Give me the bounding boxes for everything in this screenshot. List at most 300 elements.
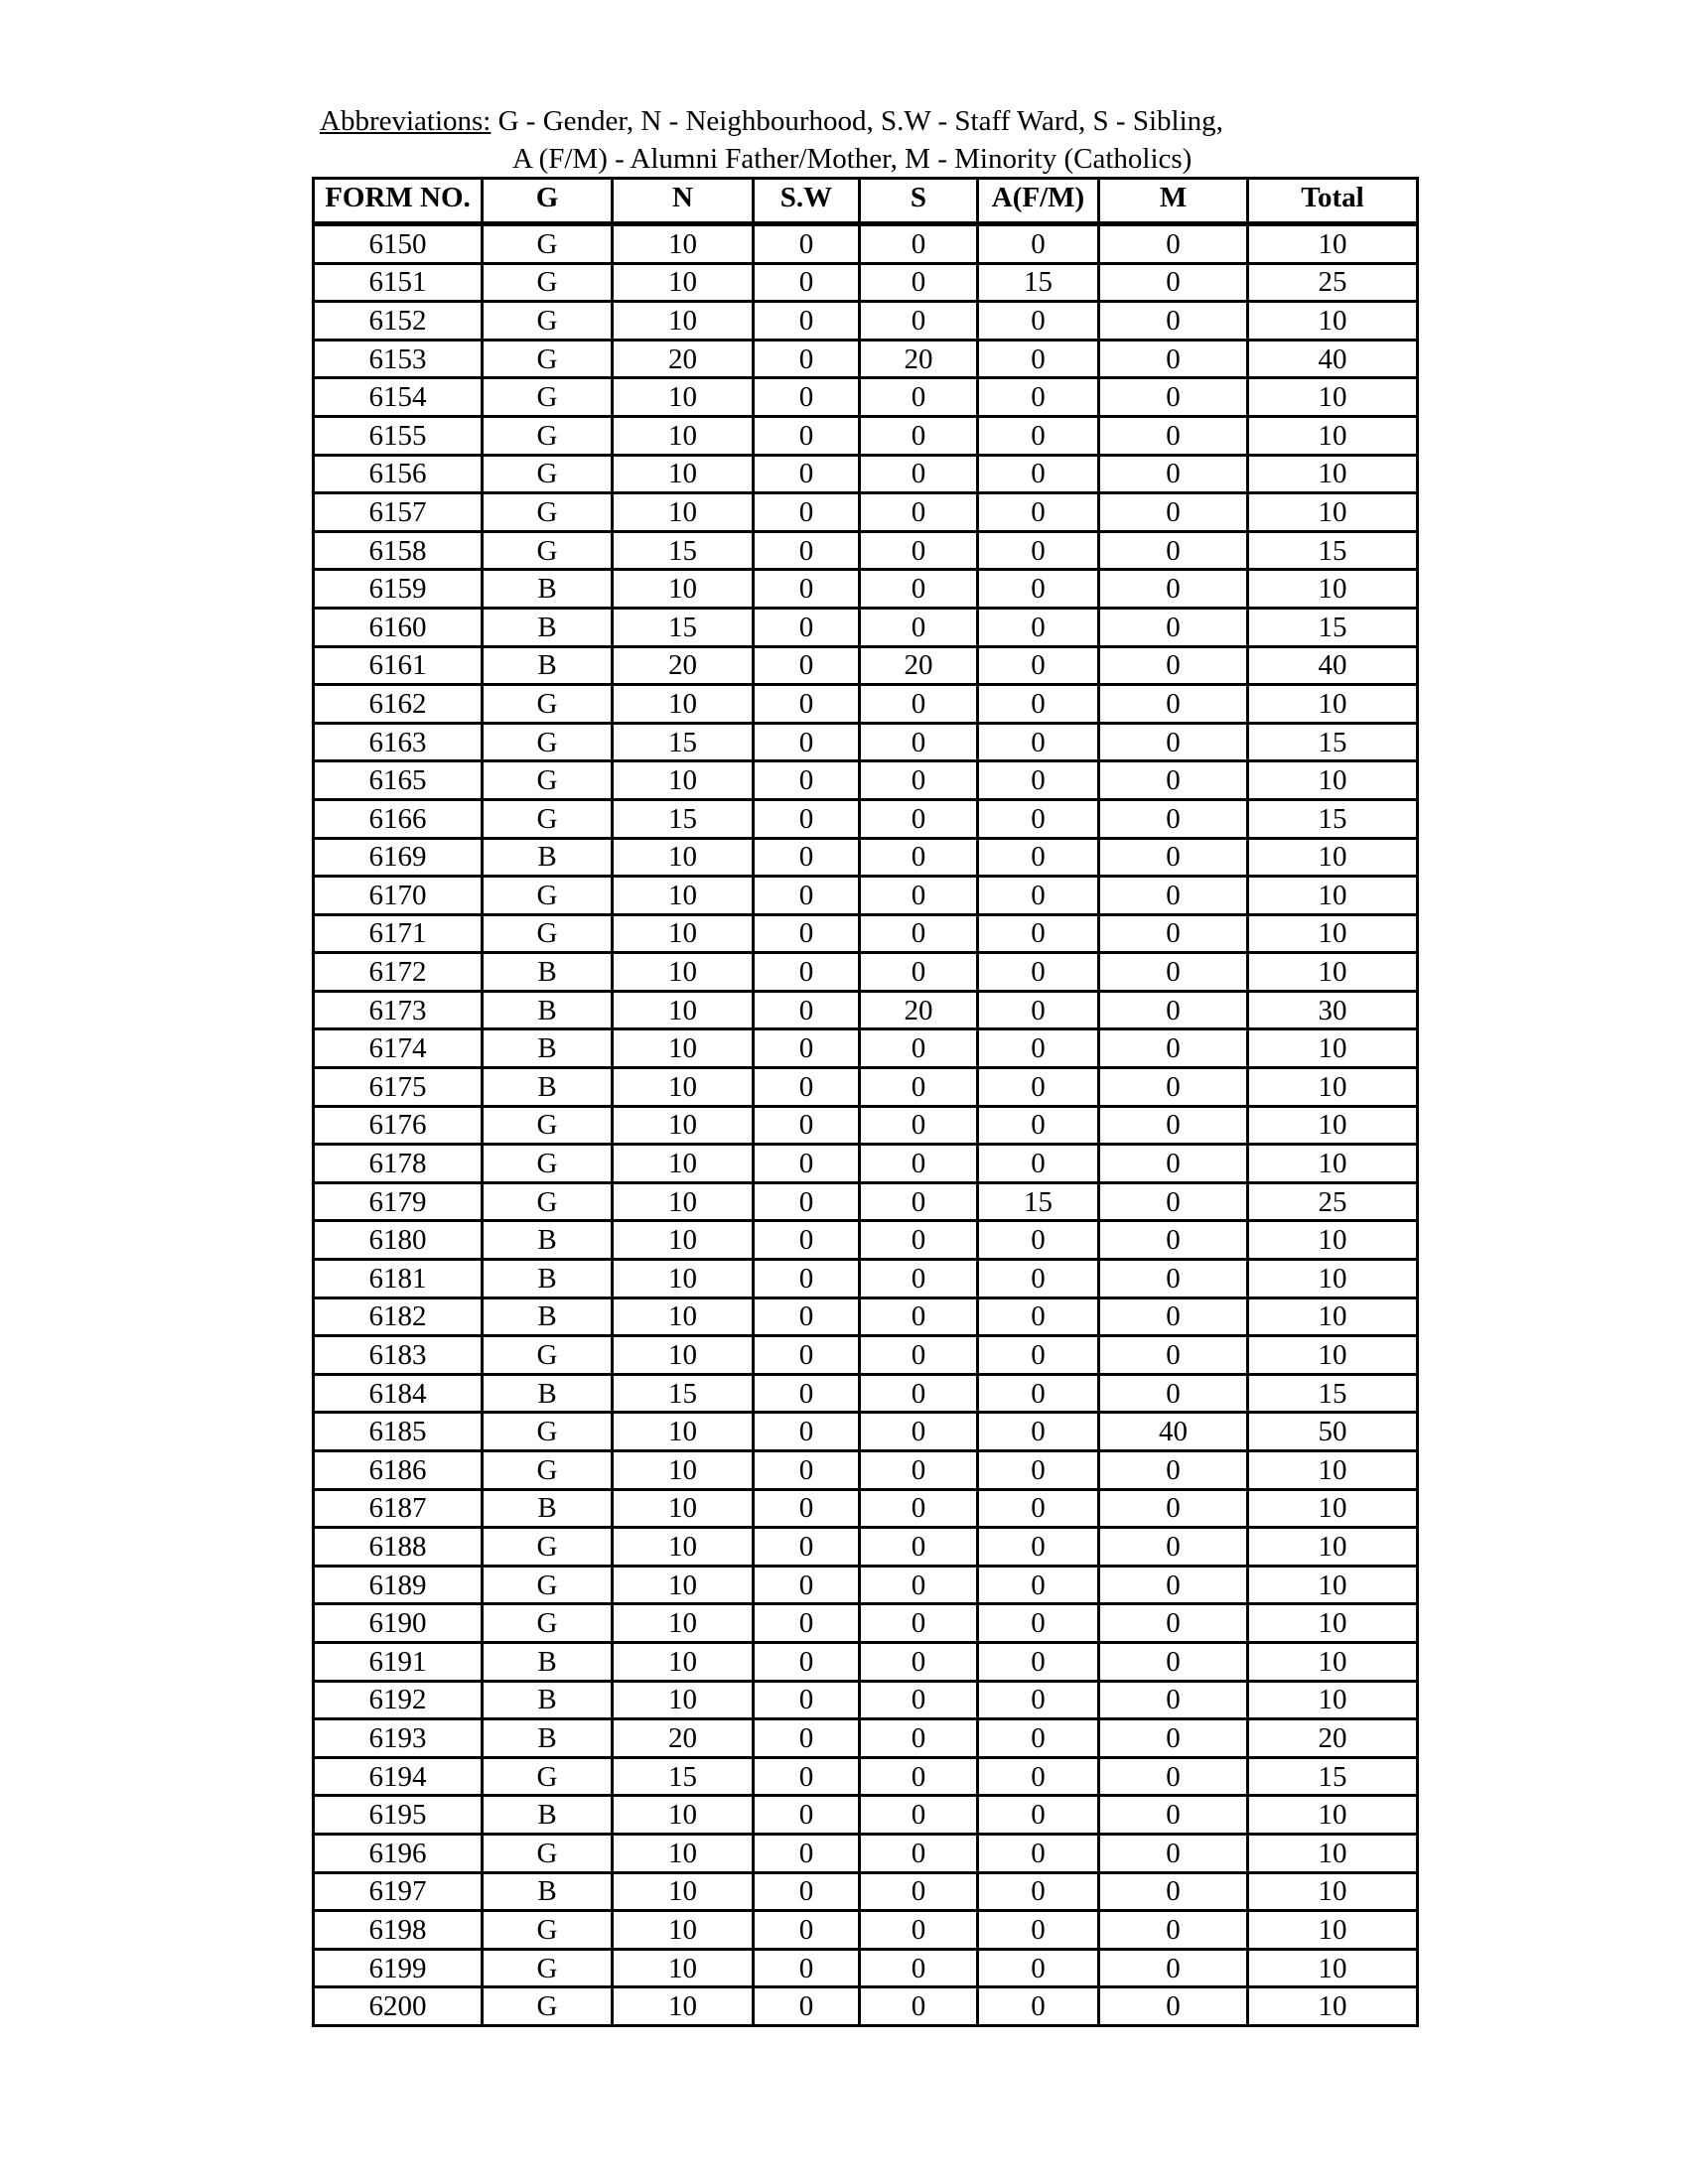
form-no-cell: 6197 [314, 1872, 483, 1911]
table-row [314, 761, 1418, 800]
abbreviations-text-1: G - Gender, N - Neighbourhood, S.W - Staff Ward, S - Sibling, [491, 105, 1223, 137]
sibling-cell: 0 [860, 608, 978, 646]
table-row [314, 1145, 1418, 1183]
sibling-cell: 0 [860, 1987, 978, 2026]
total-cell: 25 [1248, 263, 1418, 302]
table-row [314, 1413, 1418, 1451]
alumni-cell: 0 [978, 302, 1099, 341]
staff-ward-cell: 0 [754, 1489, 860, 1528]
alumni-cell: 0 [978, 914, 1099, 953]
sibling-cell: 0 [860, 378, 978, 417]
sibling-cell: 0 [860, 877, 978, 915]
header-total: Total [1248, 179, 1418, 224]
gender-cell: G [483, 1911, 613, 1950]
staff-ward-cell: 0 [754, 1681, 860, 1719]
staff-ward-cell: 0 [754, 914, 860, 953]
sibling-cell: 0 [860, 224, 978, 264]
minority-cell: 0 [1099, 302, 1248, 341]
neighbourhood-cell: 10 [613, 1642, 754, 1681]
form-no-cell: 6188 [314, 1528, 483, 1567]
alumni-cell: 0 [978, 1796, 1099, 1835]
alumni-cell: 0 [978, 1221, 1099, 1260]
gender-cell: G [483, 493, 613, 532]
minority-cell: 0 [1099, 1336, 1248, 1375]
sibling-cell: 0 [860, 1949, 978, 1987]
neighbourhood-cell: 10 [613, 1029, 754, 1068]
neighbourhood-cell: 10 [613, 224, 754, 264]
form-no-cell: 6195 [314, 1796, 483, 1835]
total-cell: 15 [1248, 799, 1418, 838]
staff-ward-cell: 0 [754, 1949, 860, 1987]
sibling-cell: 0 [860, 1681, 978, 1719]
neighbourhood-cell: 10 [613, 416, 754, 455]
total-cell: 10 [1248, 1489, 1418, 1528]
alumni-cell: 0 [978, 493, 1099, 532]
alumni-cell: 0 [978, 1489, 1099, 1528]
form-no-cell: 6165 [314, 761, 483, 800]
form-no-cell: 6153 [314, 340, 483, 378]
minority-cell: 0 [1099, 1489, 1248, 1528]
sibling-cell: 0 [860, 1451, 978, 1490]
neighbourhood-cell: 10 [613, 761, 754, 800]
minority-cell: 0 [1099, 1106, 1248, 1145]
minority-cell: 0 [1099, 1604, 1248, 1643]
neighbourhood-cell: 10 [613, 570, 754, 609]
table-row [314, 1182, 1418, 1221]
total-cell: 10 [1248, 953, 1418, 992]
staff-ward-cell: 0 [754, 1604, 860, 1643]
gender-cell: G [483, 1987, 613, 2026]
minority-cell: 0 [1099, 1911, 1248, 1950]
neighbourhood-cell: 10 [613, 1987, 754, 2026]
total-cell: 10 [1248, 838, 1418, 877]
staff-ward-cell: 0 [754, 838, 860, 877]
sibling-cell: 0 [860, 1260, 978, 1298]
table-row [314, 224, 1418, 264]
staff-ward-cell: 0 [754, 608, 860, 646]
alumni-cell: 0 [978, 1681, 1099, 1719]
form-no-cell: 6163 [314, 723, 483, 761]
total-cell: 25 [1248, 1182, 1418, 1221]
total-cell: 10 [1248, 761, 1418, 800]
total-cell: 10 [1248, 685, 1418, 724]
neighbourhood-cell: 15 [613, 1374, 754, 1413]
form-no-cell: 6172 [314, 953, 483, 992]
sibling-cell: 0 [860, 1145, 978, 1183]
form-no-cell: 6161 [314, 646, 483, 685]
alumni-cell: 0 [978, 570, 1099, 609]
form-no-cell: 6200 [314, 1987, 483, 2026]
gender-cell: B [483, 991, 613, 1029]
staff-ward-cell: 0 [754, 224, 860, 264]
staff-ward-cell: 0 [754, 263, 860, 302]
header-staff-ward: S.W [754, 179, 860, 224]
alumni-cell: 0 [978, 761, 1099, 800]
total-cell: 10 [1248, 378, 1418, 417]
alumni-cell: 0 [978, 1949, 1099, 1987]
alumni-cell: 0 [978, 1029, 1099, 1068]
header-gender: G [483, 179, 613, 224]
minority-cell: 0 [1099, 1834, 1248, 1872]
neighbourhood-cell: 10 [613, 1106, 754, 1145]
gender-cell: G [483, 1336, 613, 1375]
form-no-cell: 6154 [314, 378, 483, 417]
total-cell: 10 [1248, 1911, 1418, 1950]
gender-cell: G [483, 531, 613, 570]
table-row [314, 1566, 1418, 1604]
total-cell: 10 [1248, 224, 1418, 264]
gender-cell: B [483, 1068, 613, 1107]
staff-ward-cell: 0 [754, 1029, 860, 1068]
alumni-cell: 0 [978, 1068, 1099, 1107]
total-cell: 10 [1248, 1987, 1418, 2026]
staff-ward-cell: 0 [754, 1834, 860, 1872]
total-cell: 50 [1248, 1413, 1418, 1451]
neighbourhood-cell: 10 [613, 1260, 754, 1298]
sibling-cell: 0 [860, 1374, 978, 1413]
total-cell: 10 [1248, 1681, 1418, 1719]
form-no-cell: 6191 [314, 1642, 483, 1681]
alumni-cell: 0 [978, 1757, 1099, 1796]
total-cell: 10 [1248, 416, 1418, 455]
sibling-cell: 20 [860, 646, 978, 685]
neighbourhood-cell: 20 [613, 646, 754, 685]
neighbourhood-cell: 15 [613, 531, 754, 570]
minority-cell: 0 [1099, 455, 1248, 493]
staff-ward-cell: 0 [754, 1757, 860, 1796]
total-cell: 10 [1248, 1949, 1418, 1987]
alumni-cell: 0 [978, 646, 1099, 685]
minority-cell: 0 [1099, 416, 1248, 455]
form-no-cell: 6173 [314, 991, 483, 1029]
table-row [314, 1834, 1418, 1872]
alumni-cell: 0 [978, 1987, 1099, 2026]
form-no-cell: 6186 [314, 1451, 483, 1490]
staff-ward-cell: 0 [754, 953, 860, 992]
table-row [314, 416, 1418, 455]
alumni-cell: 0 [978, 1566, 1099, 1604]
alumni-cell: 0 [978, 953, 1099, 992]
minority-cell: 0 [1099, 761, 1248, 800]
table-row [314, 723, 1418, 761]
gender-cell: G [483, 1106, 613, 1145]
alumni-cell: 0 [978, 991, 1099, 1029]
alumni-cell: 0 [978, 685, 1099, 724]
form-no-cell: 6190 [314, 1604, 483, 1643]
total-cell: 15 [1248, 1374, 1418, 1413]
minority-cell: 0 [1099, 877, 1248, 915]
neighbourhood-cell: 10 [613, 1336, 754, 1375]
table-row [314, 1604, 1418, 1643]
gender-cell: B [483, 953, 613, 992]
neighbourhood-cell: 15 [613, 608, 754, 646]
form-no-cell: 6181 [314, 1260, 483, 1298]
sibling-cell: 0 [860, 263, 978, 302]
form-no-cell: 6174 [314, 1029, 483, 1068]
table-row [314, 378, 1418, 417]
neighbourhood-cell: 10 [613, 1221, 754, 1260]
form-no-cell: 6155 [314, 416, 483, 455]
alumni-cell: 0 [978, 224, 1099, 264]
alumni-cell: 0 [978, 1528, 1099, 1567]
gender-cell: B [483, 1221, 613, 1260]
sibling-cell: 0 [860, 1834, 978, 1872]
form-no-cell: 6193 [314, 1719, 483, 1758]
form-no-cell: 6176 [314, 1106, 483, 1145]
total-cell: 10 [1248, 1106, 1418, 1145]
table-row [314, 1336, 1418, 1375]
admission-points-table [312, 177, 1419, 2027]
minority-cell: 0 [1099, 1182, 1248, 1221]
alumni-cell: 0 [978, 1413, 1099, 1451]
table-header-row [314, 179, 1418, 224]
form-no-cell: 6175 [314, 1068, 483, 1107]
table-row [314, 685, 1418, 724]
table-row [314, 1297, 1418, 1336]
gender-cell: B [483, 1719, 613, 1758]
form-no-cell: 6159 [314, 570, 483, 609]
total-cell: 20 [1248, 1719, 1418, 1758]
abbreviations-line-1 [320, 102, 1412, 140]
minority-cell: 0 [1099, 1757, 1248, 1796]
minority-cell: 0 [1099, 799, 1248, 838]
alumni-cell: 0 [978, 531, 1099, 570]
minority-cell: 0 [1099, 953, 1248, 992]
minority-cell: 0 [1099, 1221, 1248, 1260]
table-row [314, 455, 1418, 493]
table-row [314, 646, 1418, 685]
gender-cell: G [483, 685, 613, 724]
gender-cell: B [483, 1872, 613, 1911]
staff-ward-cell: 0 [754, 1642, 860, 1681]
table-row [314, 1872, 1418, 1911]
neighbourhood-cell: 10 [613, 378, 754, 417]
gender-cell: B [483, 1029, 613, 1068]
minority-cell: 0 [1099, 1374, 1248, 1413]
form-no-cell: 6166 [314, 799, 483, 838]
gender-cell: G [483, 340, 613, 378]
table-row [314, 1029, 1418, 1068]
gender-cell: B [483, 646, 613, 685]
staff-ward-cell: 0 [754, 302, 860, 341]
sibling-cell: 0 [860, 570, 978, 609]
gender-cell: G [483, 378, 613, 417]
alumni-cell: 0 [978, 1642, 1099, 1681]
minority-cell: 0 [1099, 263, 1248, 302]
sibling-cell: 0 [860, 1604, 978, 1643]
total-cell: 10 [1248, 1029, 1418, 1068]
total-cell: 10 [1248, 1796, 1418, 1835]
staff-ward-cell: 0 [754, 1260, 860, 1298]
neighbourhood-cell: 10 [613, 1796, 754, 1835]
alumni-cell: 0 [978, 1719, 1099, 1758]
table-row [314, 340, 1418, 378]
form-no-cell: 6196 [314, 1834, 483, 1872]
form-no-cell: 6194 [314, 1757, 483, 1796]
staff-ward-cell: 0 [754, 531, 860, 570]
neighbourhood-cell: 15 [613, 799, 754, 838]
sibling-cell: 0 [860, 1106, 978, 1145]
minority-cell: 0 [1099, 1987, 1248, 2026]
neighbourhood-cell: 10 [613, 1604, 754, 1643]
staff-ward-cell: 0 [754, 1106, 860, 1145]
sibling-cell: 0 [860, 799, 978, 838]
total-cell: 10 [1248, 1642, 1418, 1681]
total-cell: 10 [1248, 877, 1418, 915]
neighbourhood-cell: 10 [613, 1297, 754, 1336]
sibling-cell: 0 [860, 1068, 978, 1107]
staff-ward-cell: 0 [754, 1413, 860, 1451]
table-row [314, 1642, 1418, 1681]
sibling-cell: 0 [860, 1757, 978, 1796]
form-no-cell: 6171 [314, 914, 483, 953]
neighbourhood-cell: 10 [613, 1911, 754, 1950]
gender-cell: G [483, 1182, 613, 1221]
total-cell: 40 [1248, 340, 1418, 378]
form-no-cell: 6183 [314, 1336, 483, 1375]
sibling-cell: 0 [860, 1642, 978, 1681]
minority-cell: 0 [1099, 1642, 1248, 1681]
table-row [314, 1949, 1418, 1987]
neighbourhood-cell: 10 [613, 263, 754, 302]
sibling-cell: 0 [860, 761, 978, 800]
table-row [314, 570, 1418, 609]
sibling-cell: 0 [860, 1297, 978, 1336]
alumni-cell: 0 [978, 1260, 1099, 1298]
gender-cell: B [483, 1297, 613, 1336]
neighbourhood-cell: 10 [613, 914, 754, 953]
neighbourhood-cell: 10 [613, 991, 754, 1029]
alumni-cell: 0 [978, 416, 1099, 455]
total-cell: 10 [1248, 914, 1418, 953]
gender-cell: G [483, 224, 613, 264]
header-minority: M [1099, 179, 1248, 224]
neighbourhood-cell: 15 [613, 1757, 754, 1796]
table-row [314, 1719, 1418, 1758]
table-row [314, 493, 1418, 532]
alumni-cell: 0 [978, 1604, 1099, 1643]
sibling-cell: 0 [860, 1872, 978, 1911]
sibling-cell: 0 [860, 1489, 978, 1528]
neighbourhood-cell: 10 [613, 1872, 754, 1911]
gender-cell: B [483, 1642, 613, 1681]
header-neighbourhood: N [613, 179, 754, 224]
alumni-cell: 0 [978, 838, 1099, 877]
minority-cell: 0 [1099, 608, 1248, 646]
sibling-cell: 0 [860, 302, 978, 341]
table-row [314, 914, 1418, 953]
staff-ward-cell: 0 [754, 877, 860, 915]
minority-cell: 0 [1099, 1566, 1248, 1604]
table-row [314, 1911, 1418, 1950]
table-row [314, 799, 1418, 838]
total-cell: 30 [1248, 991, 1418, 1029]
table-row [314, 263, 1418, 302]
gender-cell: G [483, 302, 613, 341]
minority-cell: 0 [1099, 1872, 1248, 1911]
gender-cell: G [483, 1413, 613, 1451]
staff-ward-cell: 0 [754, 991, 860, 1029]
form-no-cell: 6160 [314, 608, 483, 646]
table-row [314, 1681, 1418, 1719]
minority-cell: 0 [1099, 1681, 1248, 1719]
total-cell: 10 [1248, 1566, 1418, 1604]
gender-cell: G [483, 1451, 613, 1490]
table-body [314, 224, 1418, 2026]
total-cell: 10 [1248, 1145, 1418, 1183]
table-row [314, 838, 1418, 877]
gender-cell: G [483, 416, 613, 455]
alumni-cell: 0 [978, 1834, 1099, 1872]
gender-cell: G [483, 761, 613, 800]
table-row [314, 1374, 1418, 1413]
sibling-cell: 20 [860, 991, 978, 1029]
sibling-cell: 0 [860, 493, 978, 532]
minority-cell: 0 [1099, 723, 1248, 761]
staff-ward-cell: 0 [754, 570, 860, 609]
gender-cell: G [483, 1145, 613, 1183]
alumni-cell: 0 [978, 799, 1099, 838]
sibling-cell: 0 [860, 1336, 978, 1375]
form-no-cell: 6158 [314, 531, 483, 570]
gender-cell: G [483, 1566, 613, 1604]
sibling-cell: 0 [860, 416, 978, 455]
form-no-cell: 6151 [314, 263, 483, 302]
neighbourhood-cell: 10 [613, 1068, 754, 1107]
alumni-cell: 0 [978, 1336, 1099, 1375]
gender-cell: B [483, 1260, 613, 1298]
form-no-cell: 6157 [314, 493, 483, 532]
header-form-no: FORM NO. [314, 179, 483, 224]
total-cell: 15 [1248, 1757, 1418, 1796]
form-no-cell: 6184 [314, 1374, 483, 1413]
alumni-cell: 15 [978, 263, 1099, 302]
table-row [314, 1260, 1418, 1298]
table-row [314, 953, 1418, 992]
table-row [314, 1221, 1418, 1260]
sibling-cell: 0 [860, 914, 978, 953]
alumni-cell: 0 [978, 1872, 1099, 1911]
minority-cell: 0 [1099, 531, 1248, 570]
sibling-cell: 0 [860, 1566, 978, 1604]
form-no-cell: 6170 [314, 877, 483, 915]
alumni-cell: 0 [978, 1911, 1099, 1950]
sibling-cell: 0 [860, 531, 978, 570]
total-cell: 10 [1248, 1528, 1418, 1567]
minority-cell: 0 [1099, 991, 1248, 1029]
neighbourhood-cell: 10 [613, 1182, 754, 1221]
table-row [314, 1106, 1418, 1145]
alumni-cell: 0 [978, 378, 1099, 417]
staff-ward-cell: 0 [754, 1297, 860, 1336]
gender-cell: B [483, 608, 613, 646]
minority-cell: 0 [1099, 1029, 1248, 1068]
abbreviations-legend [320, 102, 1412, 178]
neighbourhood-cell: 10 [613, 455, 754, 493]
header-alumni: A(F/M) [978, 179, 1099, 224]
staff-ward-cell: 0 [754, 1987, 860, 2026]
sibling-cell: 0 [860, 1029, 978, 1068]
sibling-cell: 0 [860, 1911, 978, 1950]
minority-cell: 0 [1099, 1451, 1248, 1490]
minority-cell: 40 [1099, 1413, 1248, 1451]
alumni-cell: 0 [978, 1451, 1099, 1490]
minority-cell: 0 [1099, 1949, 1248, 1987]
gender-cell: B [483, 838, 613, 877]
alumni-cell: 0 [978, 1297, 1099, 1336]
total-cell: 10 [1248, 570, 1418, 609]
neighbourhood-cell: 10 [613, 1834, 754, 1872]
